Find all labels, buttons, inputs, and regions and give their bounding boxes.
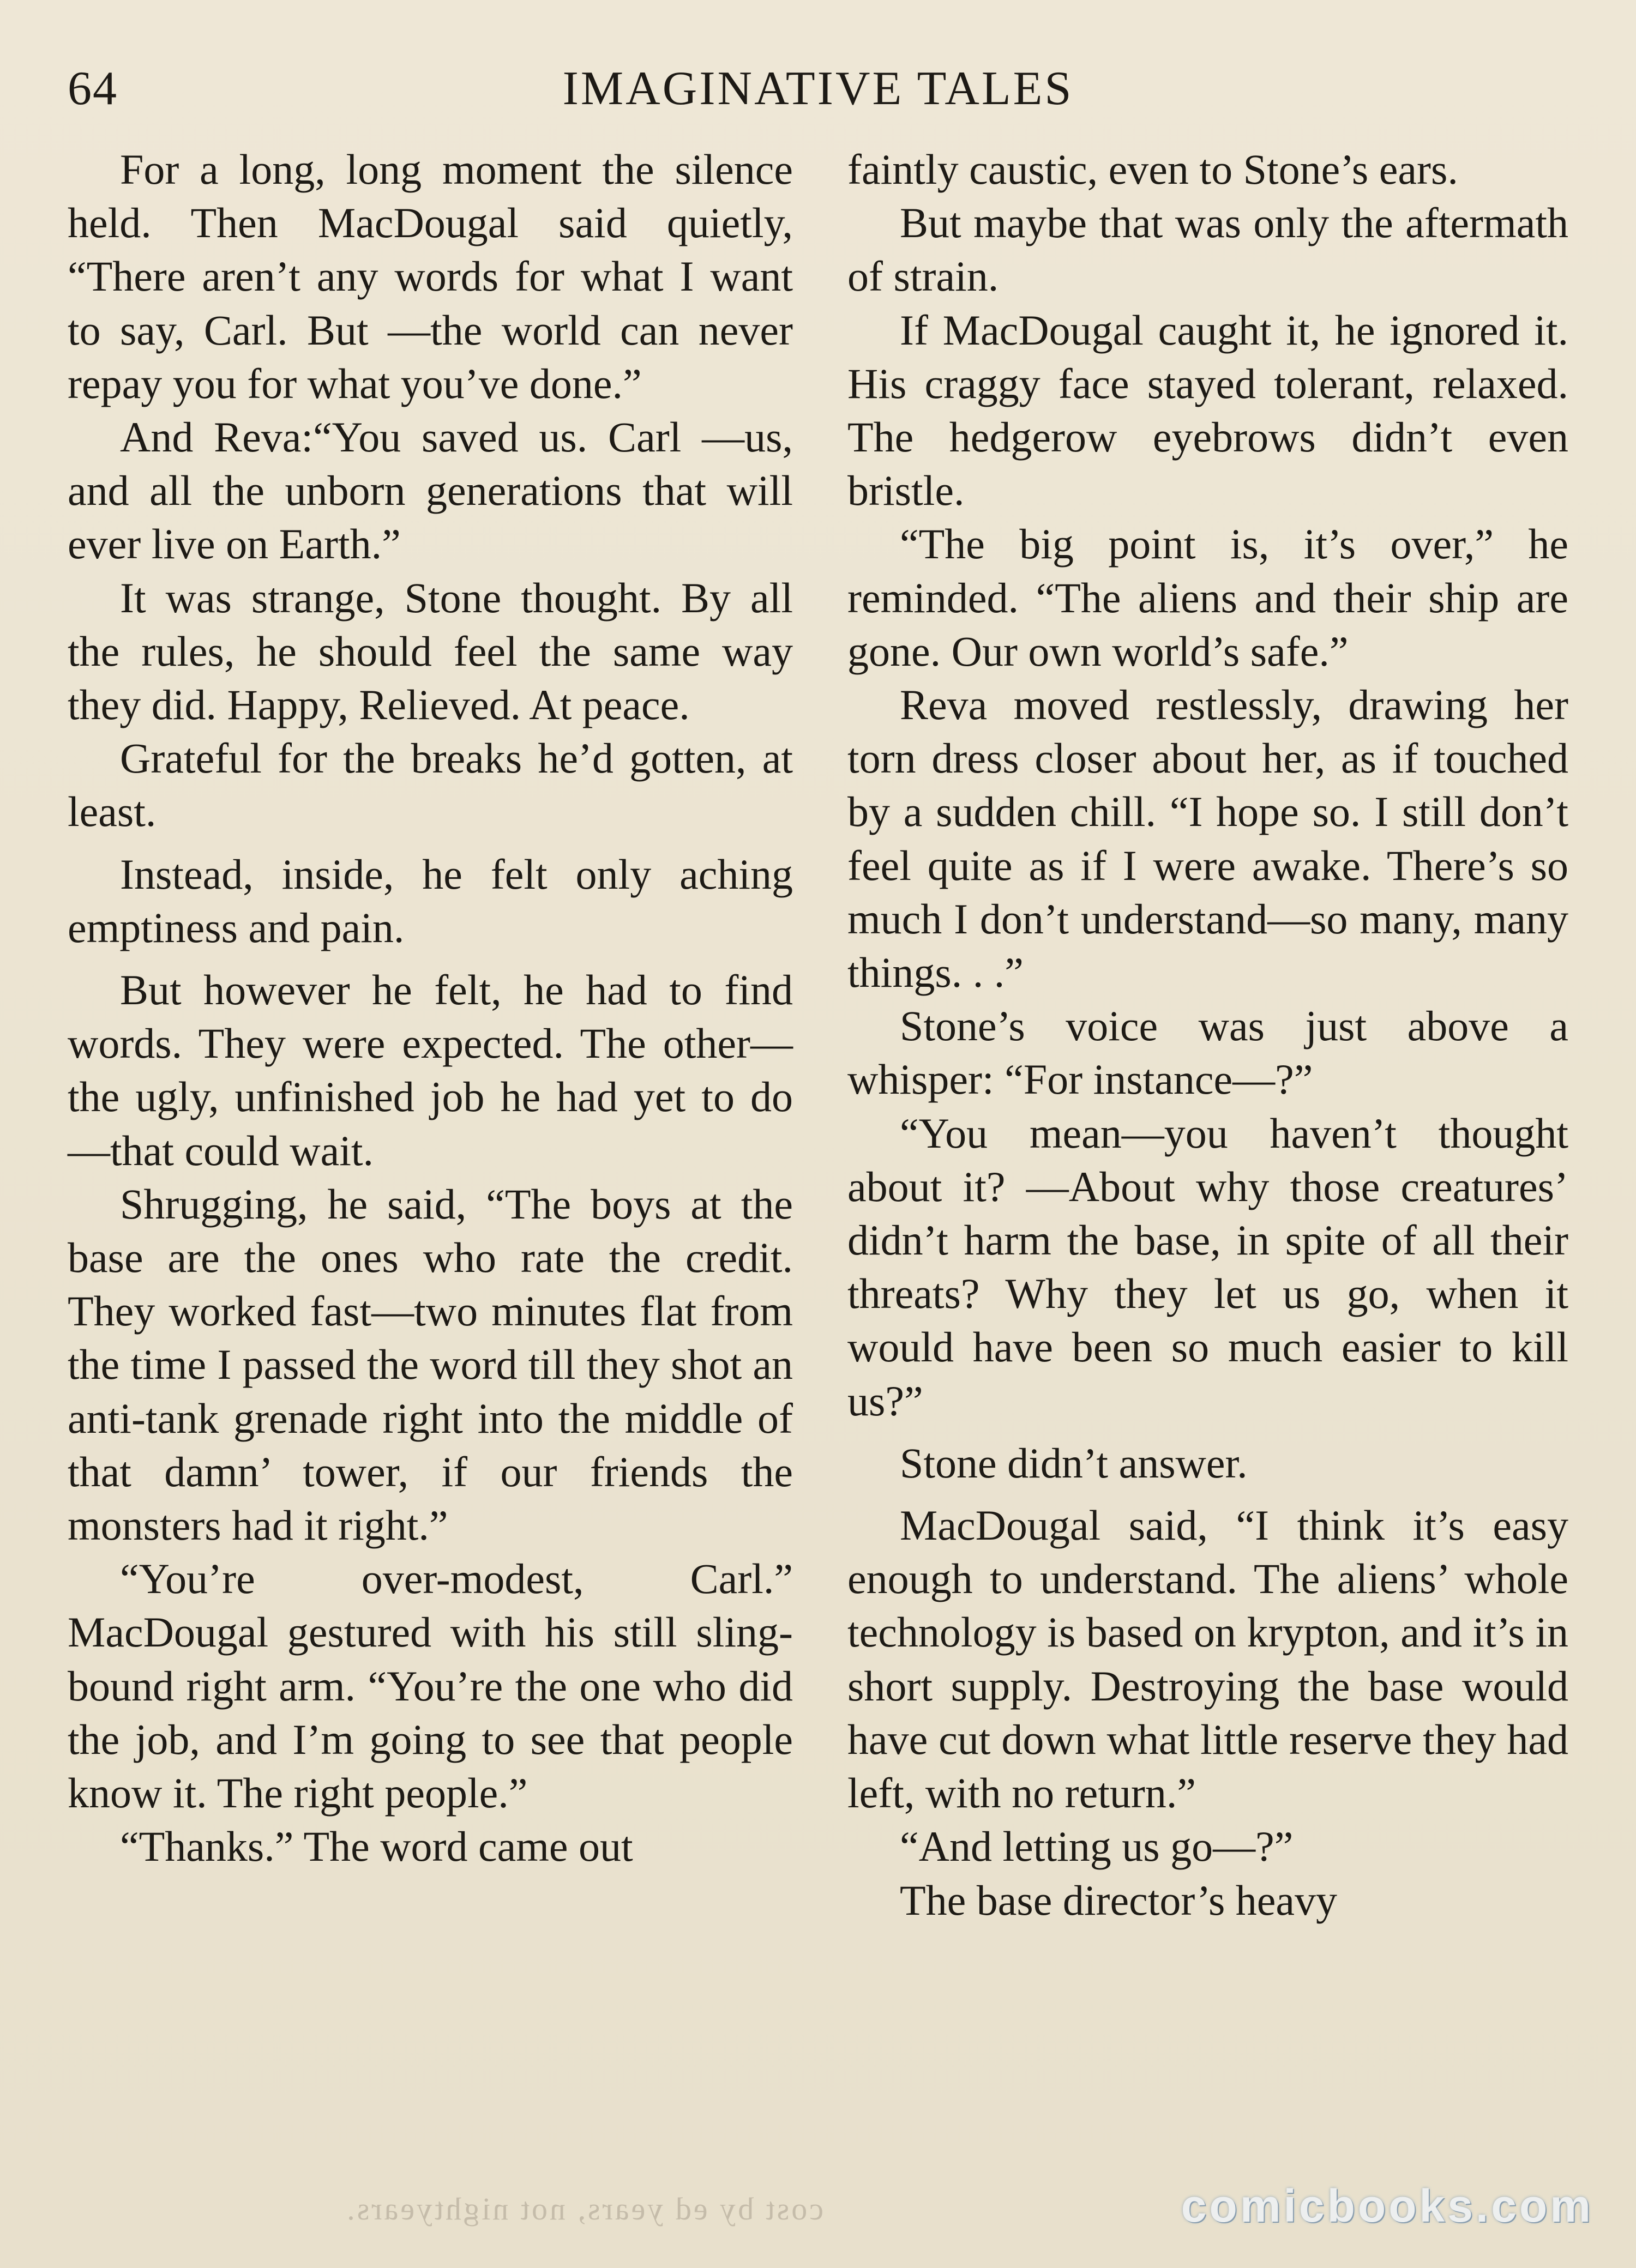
watermark-logo: comicbooks.com	[1181, 2180, 1593, 2231]
paragraph: Shrugging, he said, “The boys at the base are the ones who rate the credit. They worked fast—two minutes flat from the time I passed the word till they shot an anti-tank grenade right into the middle of that damn’ tower, if our friends the monsters had it right.”	[68, 1180, 793, 1549]
paragraph: If MacDougal caught it, he ignored it. His craggy face stayed tolerant, relaxed. The hedgerow eyebrows didn’t even bristle.	[847, 306, 1568, 515]
paragraph: It was strange, Stone thought. By all the rules, he should feel the same way they did. Happy, Relieved. At peace.	[68, 574, 793, 729]
paragraph: Stone didn’t answer.	[900, 1439, 1248, 1487]
paragraph: “You’re over-modest, Carl.” MacDougal gestured with his still sling-bound right arm. “You’re the one who did the job, and I’m going to see that people know it. The right people.”	[68, 1555, 793, 1817]
paragraph: Instead, inside, he felt only aching emptiness and pain.	[68, 850, 793, 951]
paragraph: “You mean—you haven’t thought about it? —About why those creatures’ didn’t harm the base, in spite of all their threats? Why they let us go, when it would have been so much easier to kill us?”	[847, 1109, 1568, 1425]
page-number: 64	[68, 62, 118, 115]
left-column	[68, 143, 793, 1874]
paragraph: faintly caustic, even to Stone’s ears.	[847, 146, 1458, 193]
bleed-through-text: cost by ed years, not nightyears.	[345, 2191, 823, 2227]
paragraph: “The big point is, it’s over,” he reminded. “The aliens and their ship are gone. Our own world’s safe.”	[847, 520, 1568, 675]
paragraph: For a long, long moment the silence held. Then MacDougal said quietly, “There aren’t any words for what I want to say, Carl. But —the world can never repay you for what you’ve done.”	[68, 146, 793, 407]
paragraph: But maybe that was only the aftermath of strain.	[847, 199, 1568, 300]
paragraph: But however he felt, he had to find words. They were expected. The other—the ugly, unfinished job he had yet to do—that could wait.	[68, 966, 793, 1174]
paragraph: And Reva:“You saved us. Carl —us, and all the unborn generations that will ever live on Earth.”	[68, 413, 793, 568]
paragraph: Stone’s voice was just above a whisper: “For instance—?”	[847, 1002, 1568, 1103]
paragraph: Reva moved restlessly, drawing her torn dress closer about her, as if touched by a sudden chill. “I hope so. I still don’t feel quite as if I were awake. There’s so much I don’t understand—so many, many things. . .”	[847, 681, 1568, 997]
paragraph: MacDougal said, “I think it’s easy enough to understand. The aliens’ whole technology is based on krypton, and it’s in short supply. Destroying the base would have cut down what little reserve they had left, with no return.”	[847, 1501, 1568, 1817]
right-column	[847, 143, 1568, 1927]
paragraph: “Thanks.” The word came out	[120, 1823, 633, 1871]
page-header	[68, 59, 1568, 119]
paragraph: Grateful for the breaks he’d gotten, at least.	[68, 734, 793, 836]
paragraph: “And letting us go—?”	[900, 1823, 1294, 1871]
running-head: IMAGINATIVE TALES	[562, 62, 1074, 115]
paragraph: The base director’s heavy	[900, 1876, 1338, 1924]
